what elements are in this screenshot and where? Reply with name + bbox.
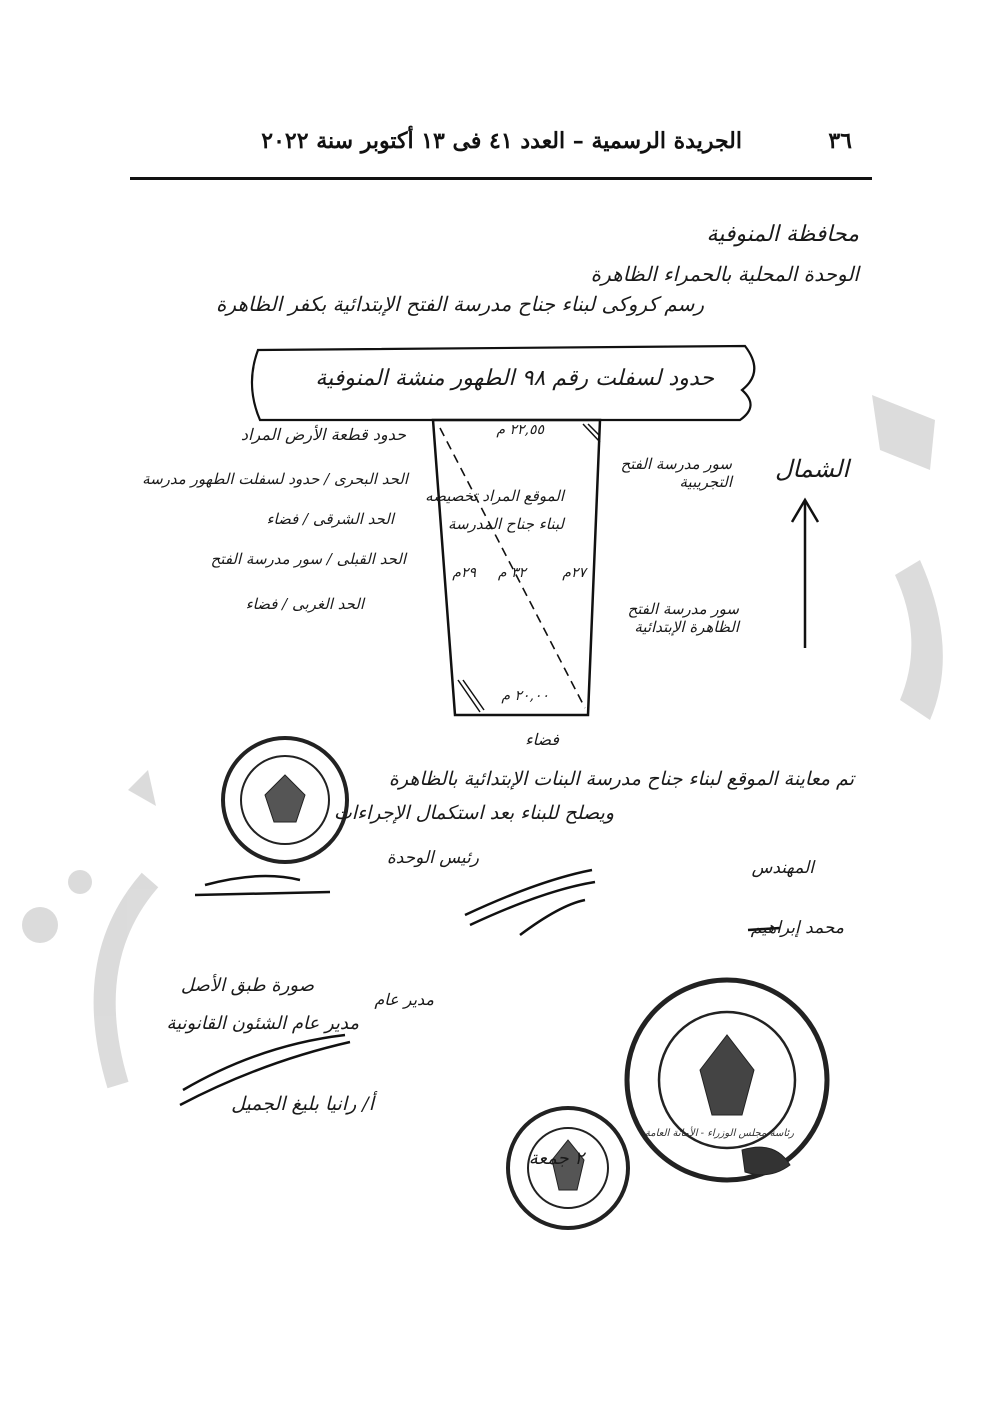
page-number: ٣٦ (828, 128, 852, 154)
drawing-title: رسم كروكى لبناء جناح مدرسة الفتح الإبتدائية بكفر الظاهرة (215, 292, 704, 316)
copy-note: صورة طبق الأصل (180, 975, 314, 996)
council-seal-text: رئاسة مجلس الوزراء - الأمانة العامة (644, 1128, 794, 1139)
governorate-seal (223, 738, 347, 862)
dimension-diagonal: ٣٢ م (497, 565, 526, 581)
governorate-name: محافظة المنوفية (706, 222, 859, 247)
dimension-left: ٢٩م (452, 565, 476, 581)
running-title: الجريدة الرسمية – العدد ٤١ فى ١٣ أكتوبر سنة ٢٠٢٢ (261, 128, 742, 154)
north-label: الشمال (774, 455, 849, 483)
north-arrow (792, 500, 818, 648)
certification-line-1: تم معاينة الموقع لبناء جناح مدرسة البنات الإبتدائية بالظاهرة (388, 768, 854, 790)
certification-line-2: ويصلح للبناء بعد استكمال الإجراءات (333, 802, 614, 824)
dimension-right: ٢٧م (562, 565, 586, 581)
boundary-east: الحد الشرقى / فضاء (266, 510, 394, 528)
unit-head-title: رئيس الوحدة (386, 848, 479, 868)
local-unit: الوحدة المحلية بالحمراء الظاهرة (590, 262, 859, 286)
dated-note: ٢ جمعة (528, 1148, 584, 1169)
director-title: مدير عام (374, 990, 434, 1009)
engineer-name: محمد إبراهيم (750, 918, 844, 938)
dimension-bottom: ٢٠,٠٠ م (501, 688, 549, 704)
boundary-west: الحد الغربى / فضاء (245, 595, 364, 613)
boundaries-heading: حدود قطعة الأرض المراد (240, 425, 406, 444)
dimension-top: ٢٢,٥٥ م (496, 422, 544, 438)
neighbor-east-bottom: سور مدرسة الفتح الظاهرة الإبتدائية (627, 600, 739, 636)
neighbor-east-top: سور مدرسة الفتح التجريبية (620, 455, 732, 491)
boundary-north: الحد البحرى / حدود لسفلت الطهور مدرسة (142, 470, 408, 488)
council-seal (627, 980, 827, 1180)
site-label-2: لبناء جناح المدرسة (448, 515, 564, 533)
neighbor-south: فضاء (525, 730, 559, 749)
legal-affairs-title: مدير عام الشئون القانونية (166, 1013, 359, 1034)
site-label-1: الموقع المراد تخصيصه (425, 487, 564, 505)
road-label: حدود لسفلت رقم ٩٨ الطهور منشة المنوفية (315, 366, 714, 391)
engineer-title: المهندس (751, 858, 814, 878)
boundary-south: الحد القبلى / سور مدرسة الفتح (210, 550, 406, 568)
signatory-name: أ/ رانيا بليغ الجميل (231, 1093, 374, 1115)
